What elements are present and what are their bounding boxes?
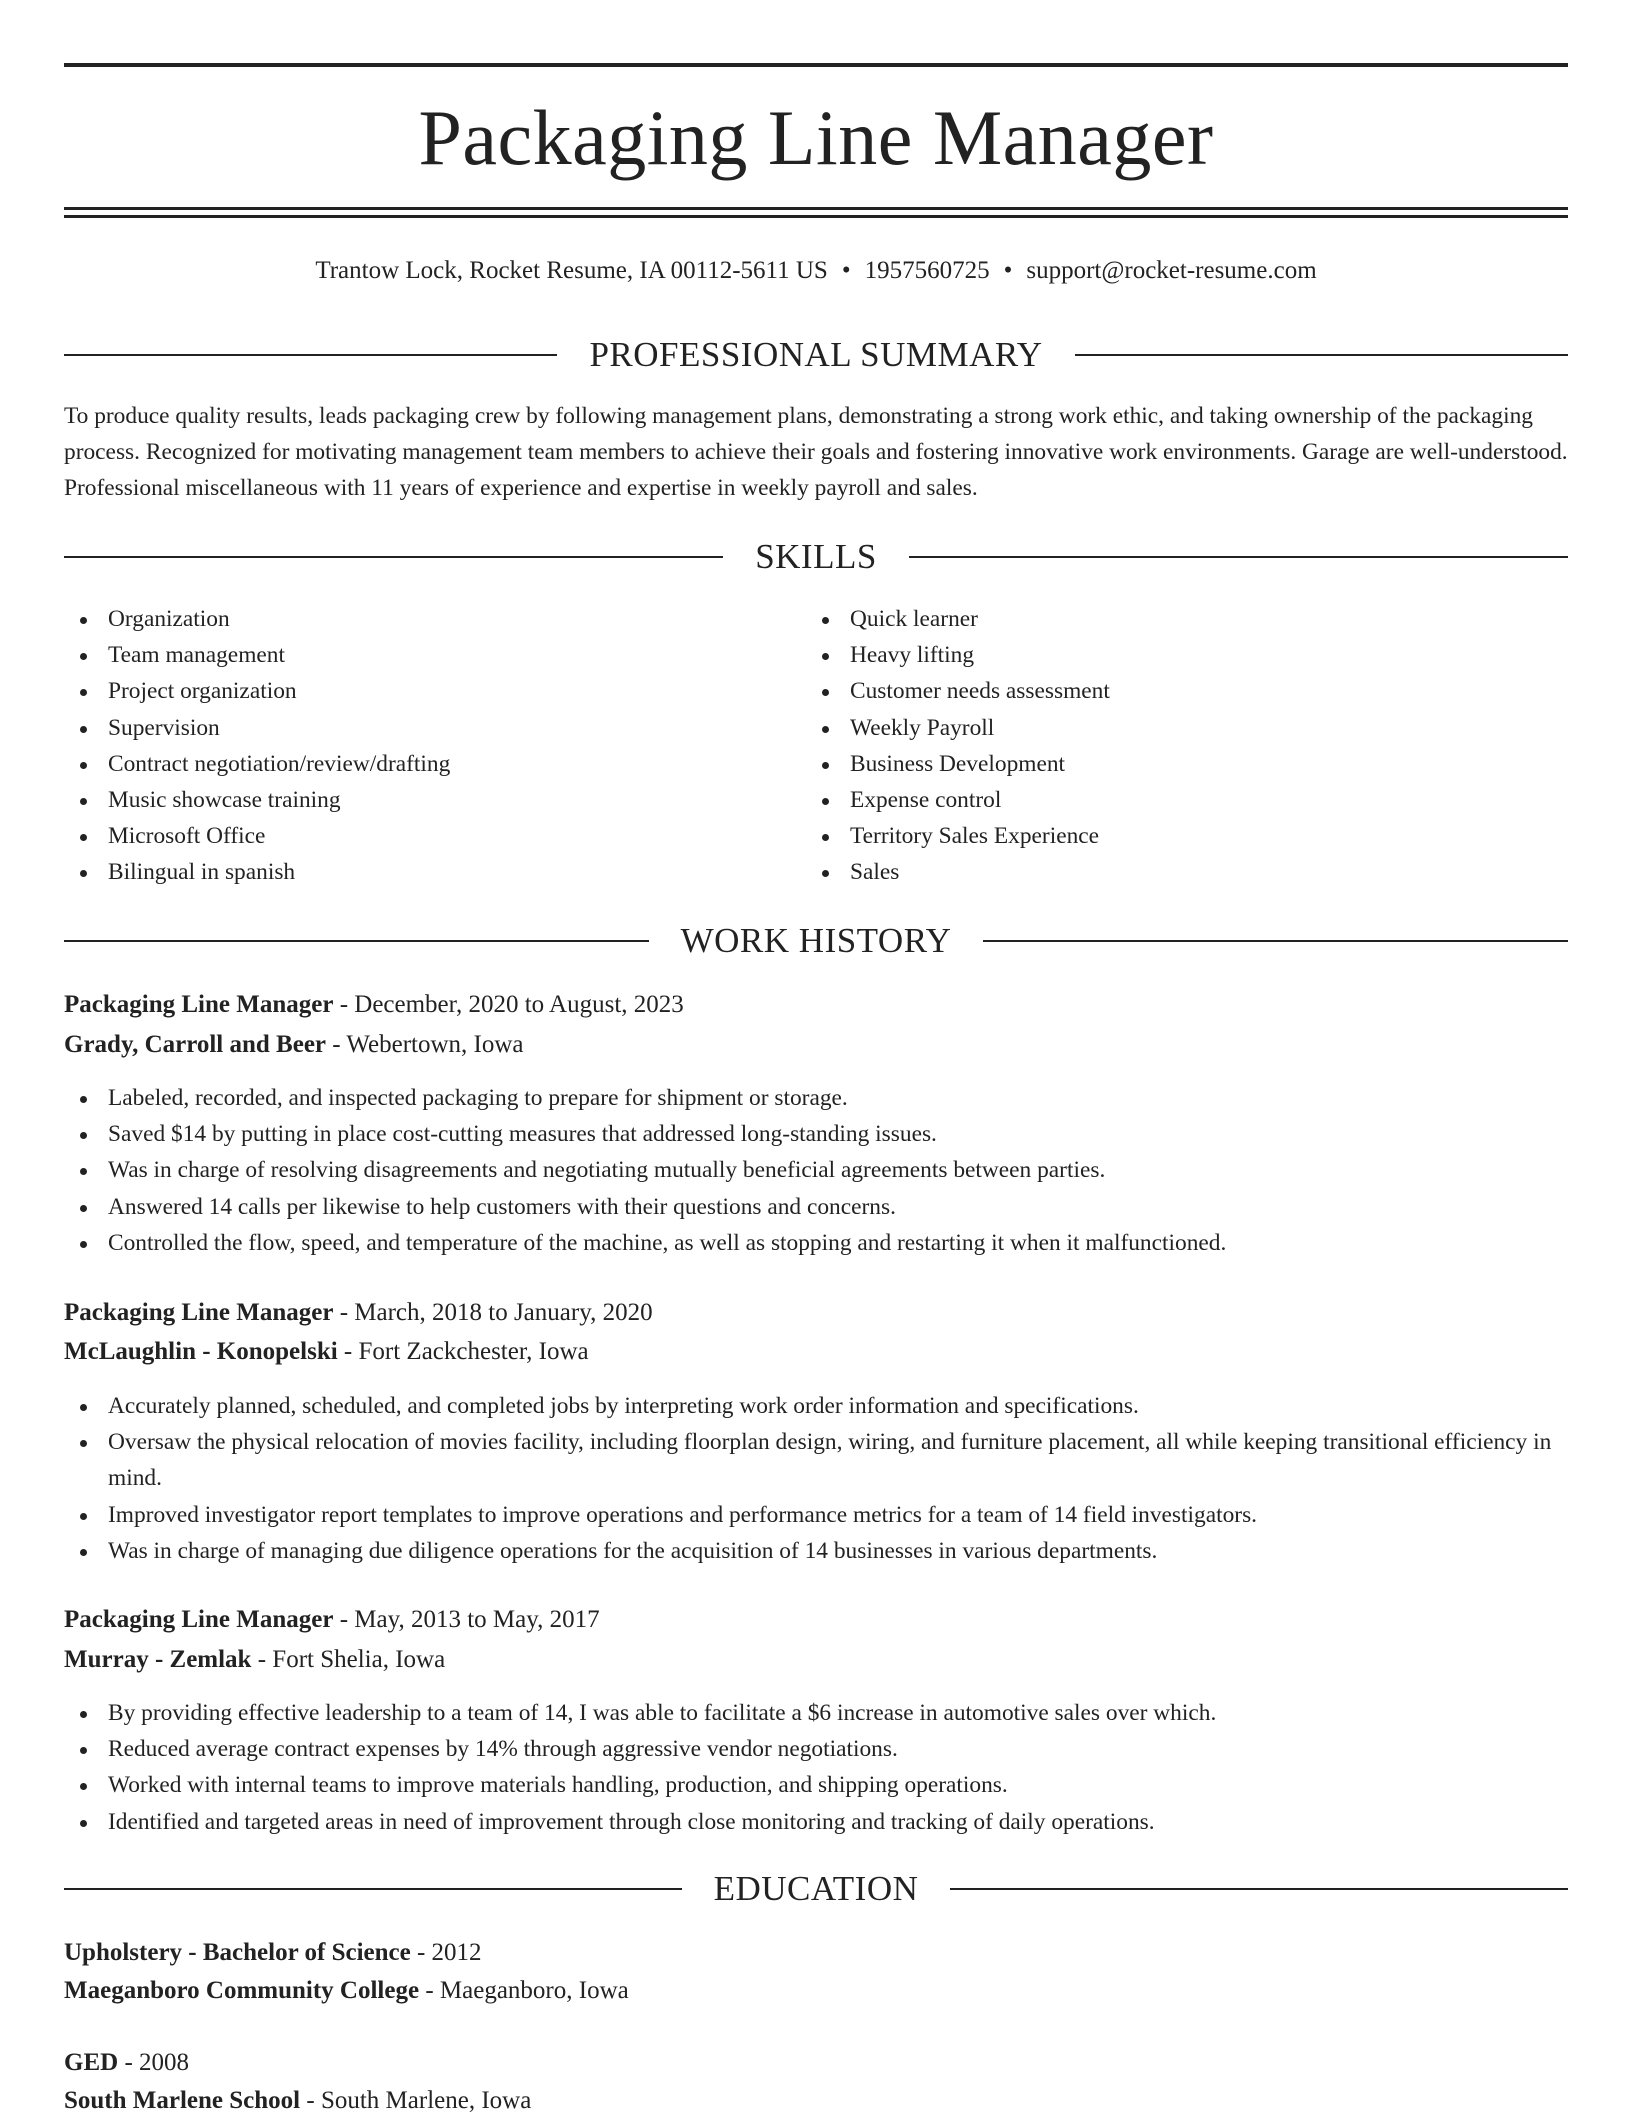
skill-item: Customer needs assessment [806, 673, 1506, 709]
job-bullet: Improved investigator report templates to improve operations and performance metrics for a team of 14 field investigators. [64, 1497, 1568, 1533]
heading-rule-right [909, 556, 1568, 558]
skill-item: Business Development [806, 746, 1506, 782]
skill-item: Territory Sales Experience [806, 818, 1506, 854]
school-location: Maeganboro, Iowa [439, 1977, 629, 2004]
company-location: Webertown, Iowa [346, 1031, 524, 1058]
heading-rule-right [950, 1888, 1568, 1890]
job-bullet: Labeled, recorded, and inspected packaging to prepare for shipment or storage. [64, 1080, 1568, 1116]
school-location: South Marlene, Iowa [320, 2087, 532, 2114]
skill-item: Sales [806, 854, 1506, 890]
company-location: Fort Shelia, Iowa [272, 1646, 446, 1673]
job-bullet: Identified and targeted areas in need of improvement through close monitoring and tracking of daily operations. [64, 1804, 1568, 1840]
company-name: Murray - Zemlak [64, 1646, 252, 1673]
contact-separator: • [841, 257, 851, 284]
job-title-line [64, 986, 1568, 1024]
skill-item: Project organization [64, 673, 764, 709]
job-title: Packaging Line Manager [64, 991, 334, 1018]
dash: - [425, 1977, 434, 2004]
job-bullets [64, 1388, 1568, 1569]
job-bullet: Controlled the flow, speed, and temperature of the machine, as well as stopping and restarting it when it malfunctioned. [64, 1225, 1568, 1261]
heading-rule-left [64, 354, 557, 356]
dash: - [343, 1338, 353, 1365]
company-name: McLaughlin - Konopelski [64, 1338, 338, 1365]
skill-item: Organization [64, 601, 764, 637]
dash: - [339, 1606, 349, 1633]
dash: - [257, 1646, 267, 1673]
job-company-line [64, 1333, 1568, 1371]
skill-item: Music showcase training [64, 782, 764, 818]
job-bullets [64, 1080, 1568, 1261]
job-bullet: By providing effective leadership to a team of 14, I was able to facilitate a $6 increase in automotive sales over which. [64, 1695, 1568, 1731]
job-dates: December, 2020 to August, 2023 [354, 991, 684, 1018]
skill-item: Bilingual in spanish [64, 854, 764, 890]
heading-rule-left [64, 556, 723, 558]
degree-name: GED [64, 2049, 119, 2076]
job-dates: May, 2013 to May, 2017 [354, 1606, 600, 1633]
dash: - [332, 1031, 341, 1058]
dash: - [339, 1299, 349, 1326]
contact-line [64, 254, 1568, 288]
top-rule [64, 63, 1568, 67]
dash: - [339, 991, 349, 1018]
job-title: Packaging Line Manager [64, 1606, 334, 1633]
job-title: Packaging Line Manager [64, 1299, 334, 1326]
skill-item: Team management [64, 637, 764, 673]
phone: 1957560725 [864, 257, 990, 284]
job-company-line [64, 1026, 1568, 1064]
job-bullet: Oversaw the physical relocation of movies facility, including floorplan design, wiring, and furniture placement, all while keeping transitional efficiency in mind. [64, 1424, 1568, 1496]
title-rule-lower [64, 215, 1568, 218]
summary-text: To produce quality results, leads packaging crew by following management plans, demonstrating a strong work ethic, and taking ownership of the packaging process. Recognized for motivating management team members to achieve their goals and fostering innovative work environments. Garage are well-understood. Professional miscellaneous with 11 years of experience and expertise in weekly payroll and sales. [64, 403, 1568, 501]
degree-line [64, 1934, 1568, 1972]
skill-item: Quick learner [806, 601, 1506, 637]
skill-item: Microsoft Office [64, 818, 764, 854]
email: support@rocket-resume.com [1026, 257, 1317, 284]
job-company-line [64, 1641, 1568, 1679]
school-line [64, 1972, 1568, 2010]
job-bullet: Saved $14 by putting in place cost-cutting measures that addressed long-standing issues. [64, 1116, 1568, 1152]
resume-title: Packaging Line Manager [418, 94, 1214, 181]
job-title-line [64, 1601, 1568, 1639]
skills-heading [64, 535, 1568, 579]
company-location: Fort Zackchester, Iowa [358, 1338, 589, 1365]
job-bullet: Was in charge of managing due diligence operations for the acquisition of 14 businesses in various departments. [64, 1533, 1568, 1569]
dash: - [416, 1939, 426, 1966]
skills-list-left [64, 601, 764, 891]
school-name: Maeganboro Community College [64, 1977, 420, 2004]
skill-item: Weekly Payroll [806, 710, 1506, 746]
skills-list-right [806, 601, 1506, 891]
heading-rule-right [1075, 354, 1568, 356]
job-bullets [64, 1695, 1568, 1840]
skill-item: Heavy lifting [806, 637, 1506, 673]
job-bullet: Worked with internal teams to improve materials handling, production, and shipping operations. [64, 1767, 1568, 1803]
skill-item: Expense control [806, 782, 1506, 818]
contact-separator: • [1003, 257, 1013, 284]
skill-item: Supervision [64, 710, 764, 746]
job-bullet: Was in charge of resolving disagreements and negotiating mutually beneficial agreements between parties. [64, 1152, 1568, 1188]
skill-item: Contract negotiation/review/drafting [64, 746, 764, 782]
heading-rule-left [64, 940, 649, 942]
title-rule-upper [64, 207, 1568, 210]
work-history-heading [64, 919, 1568, 963]
summary-heading [64, 333, 1568, 377]
dash: - [124, 2049, 133, 2076]
job-bullet: Answered 14 calls per likewise to help customers with their questions and concerns. [64, 1189, 1568, 1225]
degree-line [64, 2044, 1568, 2082]
degree-year: 2008 [139, 2049, 190, 2076]
job-title-line [64, 1294, 1568, 1332]
dash: - [306, 2087, 315, 2114]
school-name: South Marlene School [64, 2087, 301, 2114]
degree-name: Upholstery - Bachelor of Science [64, 1939, 411, 1966]
degree-year: 2012 [431, 1939, 482, 1966]
section-title: PROFESSIONAL SUMMARY [589, 335, 1043, 374]
address: Trantow Lock, Rocket Resume, IA 00112-5611 US [315, 257, 828, 284]
job-dates: March, 2018 to January, 2020 [354, 1299, 653, 1326]
education-heading [64, 1867, 1568, 1911]
company-name: Grady, Carroll and Beer [64, 1031, 327, 1058]
school-line [64, 2082, 1568, 2120]
section-title: EDUCATION [713, 1869, 919, 1908]
heading-rule-left [64, 1888, 682, 1890]
section-title: WORK HISTORY [680, 921, 952, 960]
job-bullet: Reduced average contract expenses by 14% through aggressive vendor negotiations. [64, 1731, 1568, 1767]
heading-rule-right [983, 940, 1568, 942]
job-bullet: Accurately planned, scheduled, and completed jobs by interpreting work order information and specifications. [64, 1388, 1568, 1424]
section-title: SKILLS [755, 537, 877, 576]
